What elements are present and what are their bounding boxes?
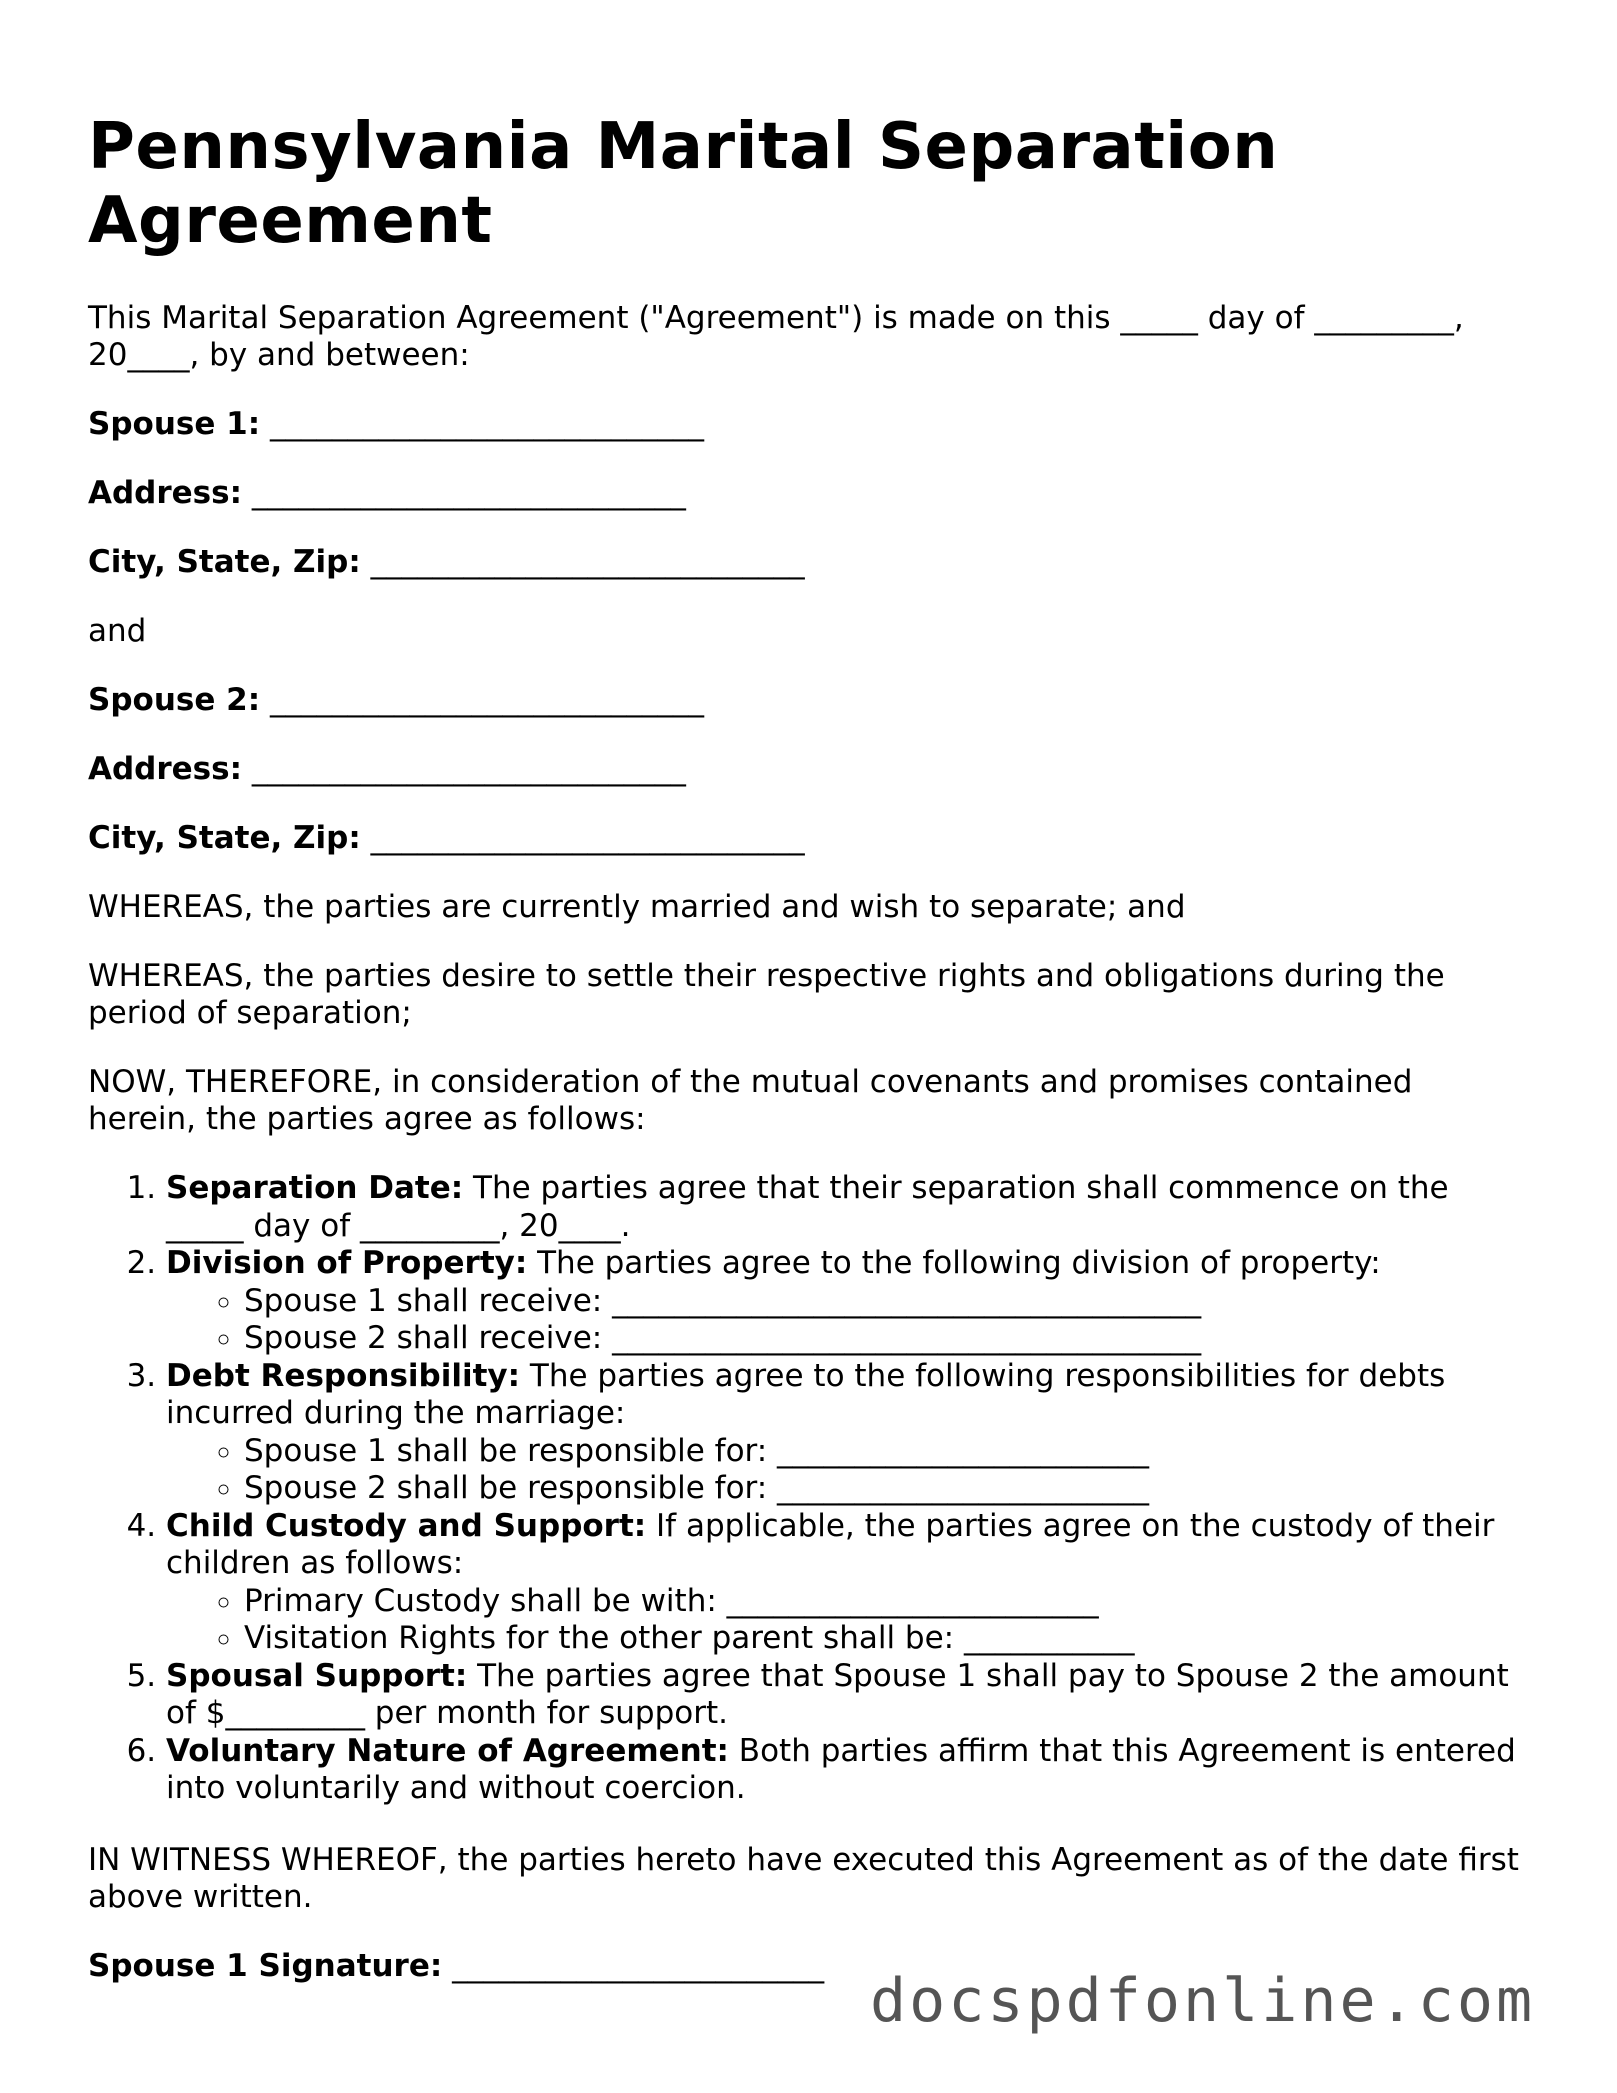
spouse2-name-blank: ____________________________ <box>269 682 704 718</box>
spouse1-name-label: Spouse 1: <box>88 406 261 442</box>
spouse1-city-field <box>88 544 1528 581</box>
spouse2-city-field <box>88 820 1528 857</box>
spouse1-name-blank: ____________________________ <box>269 406 704 442</box>
whereas-paragraph-2: WHEREAS, the parties desire to settle their respective rights and obligations during the period of separation; <box>88 958 1445 1031</box>
spouse1-address-field <box>88 475 1528 512</box>
sub-item: ◦ Spouse 1 shall receive: ______________________________________ <box>244 1283 1528 1321</box>
whereas-paragraph-1: WHEREAS, the parties are currently married and wish to separate; and <box>88 889 1186 925</box>
document-page <box>88 110 1528 1985</box>
spouse1-name-field <box>88 406 1528 443</box>
spouse1-city-blank: ____________________________ <box>370 544 805 580</box>
clause-heading: Separation Date: <box>166 1170 464 1206</box>
spouse2-address-blank: ____________________________ <box>251 751 686 787</box>
clause-heading: Child Custody and Support: <box>166 1507 647 1544</box>
spouse2-name-field <box>88 682 1528 719</box>
sub-item: ◦ Spouse 2 shall receive: ______________________________________ <box>244 1320 1528 1358</box>
spouse2-address-field <box>88 751 1528 788</box>
spouse1-city-label: City, State, Zip: <box>88 544 361 580</box>
spouse1-address-blank: ____________________________ <box>251 475 686 511</box>
signature-label: Spouse 1 Signature: <box>88 1947 443 1984</box>
spouse2-city-label: City, State, Zip: <box>88 820 361 856</box>
clause-heading: Debt Responsibility: <box>166 1357 521 1394</box>
sub-item: ◦ Visitation Rights for the other parent shall be: ___________ <box>244 1620 1528 1658</box>
intro-paragraph: This Marital Separation Agreement ("Agreement") is made on this _____ day of _________, 20____, by and between: <box>88 300 1464 373</box>
sub-list <box>166 1283 1528 1358</box>
clause-heading: Voluntary Nature of Agreement: <box>166 1732 729 1769</box>
and-text: and <box>88 613 147 649</box>
clause-text: The parties agree to the following division of property: <box>527 1245 1381 1281</box>
clause-spousal-support <box>166 1658 1528 1733</box>
document-title: Pennsylvania Marital Separation Agreement <box>88 110 1279 258</box>
clause-separation-date <box>166 1170 1528 1245</box>
spouse2-name-label: Spouse 2: <box>88 682 261 718</box>
clause-division-of-property <box>166 1245 1528 1358</box>
clause-child-custody <box>166 1508 1528 1658</box>
spouse2-address-label: Address: <box>88 751 242 787</box>
sub-item: ◦ Spouse 2 shall be responsible for: ________________________ <box>244 1470 1528 1508</box>
clause-heading: Division of Property: <box>166 1245 528 1281</box>
sub-list <box>166 1583 1528 1658</box>
witness-paragraph: IN WITNESS WHEREOF, the parties hereto have executed this Agreement as of the date first above written. <box>88 1841 1519 1915</box>
clause-text: Both parties affirm that this Agreement is entered into voluntarily and without coercion. <box>166 1732 1516 1806</box>
clause-text: The parties agree that their separation shall commence on the _____ day of _________, 20____. <box>166 1170 1449 1244</box>
sub-list <box>166 1433 1528 1508</box>
sub-item: ◦ Primary Custody shall be with: ________________________ <box>244 1583 1528 1621</box>
signature-blank: ________________________ <box>452 1947 825 1984</box>
clause-text: If applicable, the parties agree on the custody of their children as follows: <box>166 1507 1495 1581</box>
clause-heading: Spousal Support: <box>166 1657 468 1694</box>
clause-text: The parties agree that Spouse 1 shall pay to Spouse 2 the amount of $_________ per month for support. <box>166 1657 1509 1731</box>
sub-item: ◦ Spouse 1 shall be responsible for: ________________________ <box>244 1433 1528 1471</box>
clause-voluntary-nature <box>166 1733 1528 1808</box>
spouse2-city-blank: ____________________________ <box>370 820 805 856</box>
clause-debt-responsibility <box>166 1358 1528 1508</box>
watermark: docspdfonline.com <box>870 1966 1536 2036</box>
spouse1-address-label: Address: <box>88 475 242 511</box>
now-therefore-paragraph: NOW, THEREFORE, in consideration of the mutual covenants and promises contained herein, the parties agree as follows: <box>88 1064 1413 1137</box>
agreement-clauses <box>88 1170 1528 1808</box>
clause-text: The parties agree to the following responsibilities for debts incurred during the marriage: <box>166 1357 1446 1431</box>
